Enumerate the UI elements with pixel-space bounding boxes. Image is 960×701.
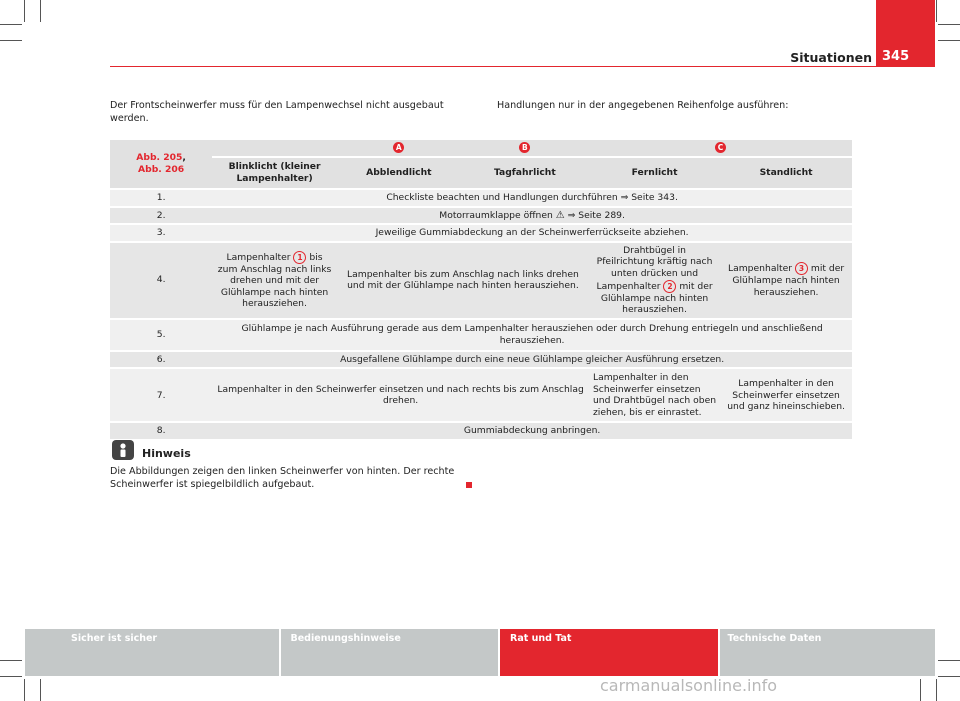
step-text: Gummiabdeckung anbringen. xyxy=(212,423,852,439)
footer-tab-sicher[interactable]: Sicher ist sicher xyxy=(25,629,279,676)
col-header-fernlicht: Fernlicht xyxy=(589,158,720,188)
table-row xyxy=(110,190,852,206)
crop-mark xyxy=(936,679,937,701)
footer-tab-bedienung[interactable]: Bedienungshinweise xyxy=(281,629,499,676)
step-number: 3. xyxy=(110,225,212,241)
crop-mark xyxy=(936,0,937,22)
footer-tab-technische-daten[interactable]: Technische Daten xyxy=(720,629,936,676)
step-text-part: Motorraumklappe öffnen xyxy=(439,209,553,221)
step-text xyxy=(212,208,852,224)
footer-nav xyxy=(25,629,935,676)
step-text-part: mit der Glühlampe nach hinten herausziehen. xyxy=(600,280,713,316)
step-text-part: bis zum Anschlag nach links drehen und mit der Glühlampe nach hinten herausziehen. xyxy=(217,251,332,310)
col-header-abblendlicht: Abblendlicht xyxy=(337,158,461,188)
step-text-part: mit der Glühlampe nach hinten herausziehen. xyxy=(732,263,845,298)
step-text: Jeweilige Gummiabdeckung an der Scheinwerferrückseite abziehen. xyxy=(212,225,852,241)
step-text: Ausgefallene Glühlampe durch eine neue Glühlampe gleicher Ausführung ersetzen. xyxy=(212,352,852,368)
callout-number-3: 3 xyxy=(795,262,808,275)
step-text: Checkliste beachten und Handlungen durchführen ⇒ Seite 343. xyxy=(212,190,852,206)
crop-mark xyxy=(0,660,22,661)
step-number: 2. xyxy=(110,208,212,224)
table-row xyxy=(110,369,852,421)
table-row xyxy=(110,352,852,368)
crop-mark xyxy=(938,40,960,41)
letter-a-cell xyxy=(337,140,461,156)
col-header-blinklicht: Blinklicht (kleiner Lampenhalter) xyxy=(212,158,337,188)
table-row xyxy=(110,423,852,439)
letter-b-cell xyxy=(461,140,589,156)
step-text-blinker xyxy=(212,243,337,318)
table-row xyxy=(110,208,852,224)
step-number: 8. xyxy=(110,423,212,439)
warning-icon: ⚠ xyxy=(555,209,565,221)
crop-mark xyxy=(920,679,921,701)
page-link[interactable]: ⇒ Seite 289. xyxy=(567,209,625,221)
step-text-part: Lampenhalter xyxy=(727,263,793,275)
figure-ref-separator: , xyxy=(182,152,186,164)
letter-c-cell xyxy=(589,140,852,156)
note-text: Die Abbildungen zeigen den linken Scheinwerfer von hinten. Der rechte Scheinwerfer ist spiegelbildlich aufgebaut. xyxy=(110,466,455,490)
figure-ref-cell xyxy=(110,140,212,188)
header-rule xyxy=(110,66,935,67)
footer-tab-rat-und-tat[interactable]: Rat und Tat xyxy=(500,629,718,676)
crop-mark xyxy=(24,0,25,22)
figure-ref-205[interactable]: Abb. 205 xyxy=(136,152,183,164)
note-icon xyxy=(112,440,134,460)
crop-mark xyxy=(0,40,22,41)
crop-mark xyxy=(938,24,960,25)
callout-number-2: 2 xyxy=(663,280,676,293)
step-number: 6. xyxy=(110,352,212,368)
table-row xyxy=(110,320,852,350)
col-header-tagfahrlicht: Tagfahrlicht xyxy=(461,158,589,188)
col-header-standlicht: Standlicht xyxy=(720,158,852,188)
watermark: carmanualsonline.info xyxy=(600,676,778,695)
instruction-table xyxy=(110,138,852,441)
callout-c: C xyxy=(715,142,726,153)
step-number: 1. xyxy=(110,190,212,206)
note-title: Hinweis xyxy=(142,447,191,460)
intro-right: Handlungen nur in der angegebenen Reihenfolge ausführen: xyxy=(497,100,789,111)
intro-left: Der Frontscheinwerfer muss für den Lampenwechsel nicht ausgebaut werden. xyxy=(110,100,444,124)
crop-mark xyxy=(24,679,25,701)
crop-mark xyxy=(938,676,960,677)
crop-mark xyxy=(0,676,22,677)
callout-number-1: 1 xyxy=(293,251,306,264)
crop-mark xyxy=(40,0,41,22)
step-number: 5. xyxy=(110,320,212,350)
section-title: Situationen xyxy=(790,50,872,65)
step-text-standlicht: Lampenhalter in den Scheinwerfer einsetzen und ganz hineinschieben. xyxy=(720,369,852,421)
step-text-part: Lampenhalter xyxy=(226,251,291,263)
step-text-fernlicht: Lampenhalter in den Scheinwerfer einsetzen und Drahtbügel nach oben ziehen, bis er einrastet. xyxy=(589,369,720,421)
step-text-abblend-tagfahr: Lampenhalter bis zum Anschlag nach links drehen und mit der Glühlampe nach hinten herausziehen. xyxy=(337,243,589,318)
callout-a: A xyxy=(393,142,404,153)
crop-mark xyxy=(0,24,22,25)
callout-b: B xyxy=(519,142,530,153)
table-row xyxy=(110,243,852,318)
page-number: 345 xyxy=(882,49,910,64)
header-spacer xyxy=(212,140,337,156)
step-text-standlicht xyxy=(720,243,852,318)
step-text-part: Drahtbügel in Pfeilrichtung kräftig nach unten drücken und Lampenhalter xyxy=(596,244,713,292)
step-text: Glühlampe je nach Ausführung gerade aus dem Lampenhalter herausziehen oder durch Drehung entriegeln und anschließend herausziehen. xyxy=(212,320,852,350)
crop-mark xyxy=(938,660,960,661)
crop-mark xyxy=(40,679,41,701)
step-number: 7. xyxy=(110,369,212,421)
step-text: Lampenhalter in den Scheinwerfer einsetzen und nach rechts bis zum Anschlag drehen. xyxy=(212,369,589,421)
step-number: 4. xyxy=(110,243,212,318)
end-marker xyxy=(466,482,472,488)
step-text-fernlicht xyxy=(589,243,720,318)
page-number-tab xyxy=(876,0,935,66)
figure-ref-206[interactable]: Abb. 206 xyxy=(138,164,185,175)
table-row xyxy=(110,225,852,241)
